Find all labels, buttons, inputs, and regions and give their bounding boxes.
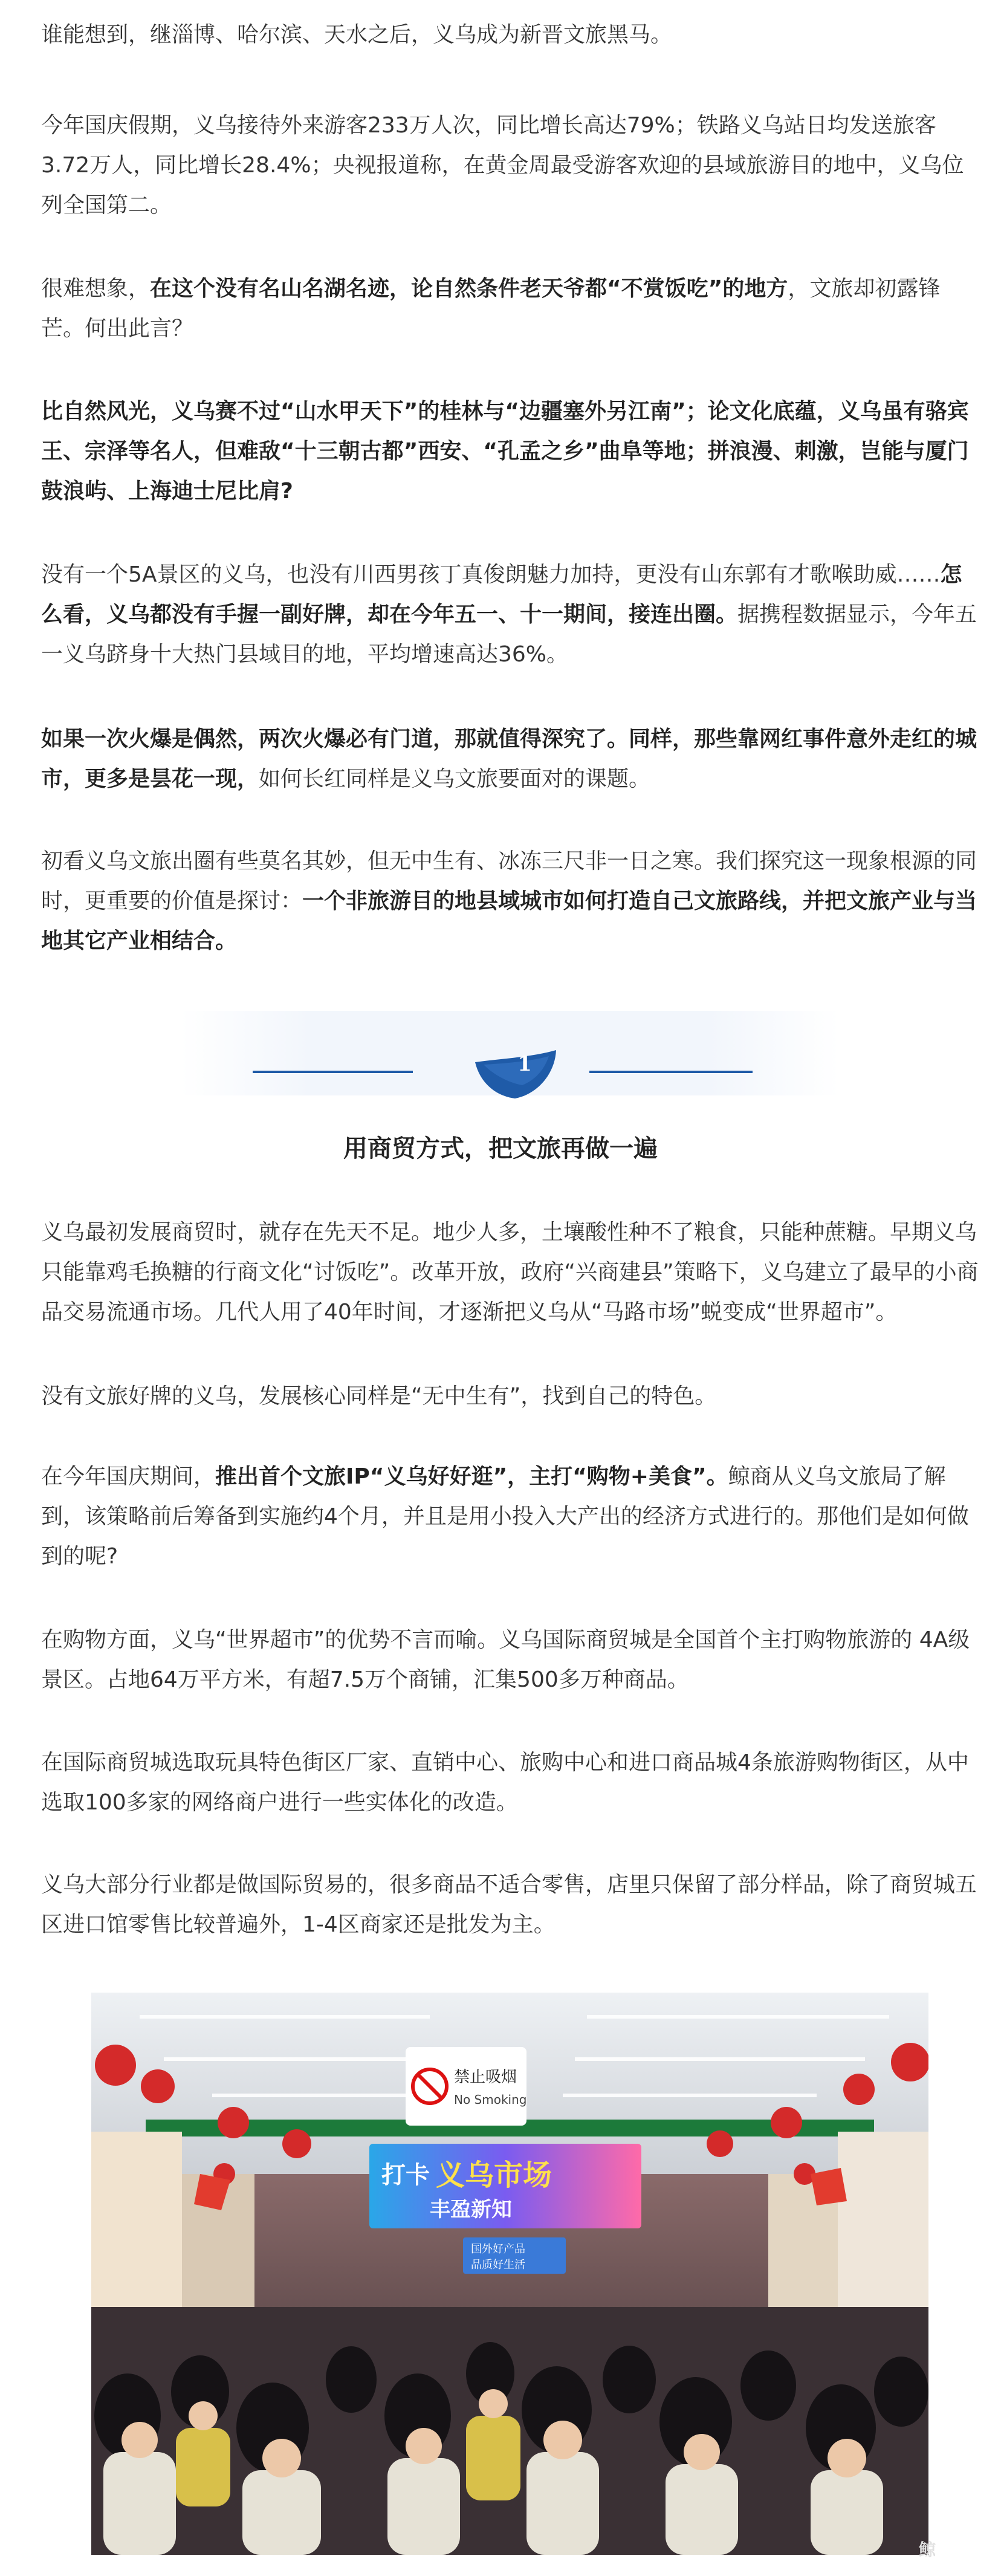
- text-segment: 在今年国庆期间，: [41, 1464, 216, 1489]
- paragraph: [41, 1620, 979, 1700]
- text-segment: 没有文旅好牌的义乌，发展核心同样是“无中生有”，找到自己的特色。: [41, 1384, 717, 1409]
- small-sign-line1: 国外好产品: [471, 2243, 525, 2256]
- text-segment: 义乌大部分行业都是做国际贸易的，很多商品不适合零售，店里只保留了部分样品，除了商贸城五区进口馆零售比较普遍外，1-4区商家还是批发为主。: [41, 1872, 977, 1937]
- paragraph: [41, 1377, 979, 1416]
- paragraph: [41, 1457, 979, 1577]
- bold-text: 一个非旅游目的地县域城市如何打造自己文旅路线，并把文旅产业与当地其它产业相结合。: [41, 889, 977, 953]
- text-segment: 义乌最初发展商贸时，就存在先天不足。地少人多，土壤酸性种不了粮食，只能种蔗糖。早期义乌只能靠鸡毛换糖的行商文化“讨饭吃”。改革开放，政府“兴商建县”策略下，义乌建立了最早的小商品交易流通市场。几代人用了40年时间，才逐渐把义乌从“马路市场”蜕变成“世界超市”。: [41, 1220, 979, 1325]
- divider-line-right: [589, 1071, 753, 1073]
- paragraph: [41, 1743, 979, 1823]
- section-divider: [180, 1011, 839, 1095]
- no-smoking-cn: 禁止吸烟: [454, 2068, 517, 2086]
- text-segment: 初看义乌文旅出圈有些莫名其妙，但无中生有、冰冻三尺非一日之寒。我们探究这一现象根源的同时，更重要的价值是探讨：: [41, 849, 977, 913]
- paragraph: [41, 842, 979, 961]
- bold-text: 如果一次火爆是偶然，两次火爆必有门道，那就值得深究了。同样，那些靠网红事件意外走红的城市，更多是昙花一现，: [41, 727, 977, 791]
- small-sign-line2: 品质好生活: [471, 2259, 525, 2271]
- paragraph: [41, 555, 979, 675]
- paragraph: [41, 269, 979, 349]
- bold-text: 比自然风光，义乌赛不过“山水甲天下”的桂林与“边疆塞外另江南”；论文化底蕴，义乌虽有骆宾王、宗泽等名人，但难敌“十三朝古都”西安、“孔孟之乡”曲阜等地；拼浪漫、刺激，岂能与厦门鼓浪屿、上海迪士尼比肩?: [41, 399, 969, 504]
- bold-text: 怎么看，义乌都没有手握一副好牌，却在今年五一、十一期间，接连出圈。: [41, 562, 962, 627]
- banner-prefix: 打卡: [381, 2161, 430, 2189]
- text-segment: 据携程数据显示，今年五一义乌跻身十大热门县域目的地，平均增速高达36%。: [41, 602, 977, 667]
- text-segment: ，文旅却初露锋芒。何出此言？: [41, 276, 941, 341]
- text-segment: 没有一个5A景区的义乌，也没有川西男孩丁真俊朗魅力加持，更没有山东郭有才歌喉助威……: [41, 562, 941, 587]
- bold-text: 在这个没有名山名湖名迹，论自然条件老天爷都“不赏饭吃”的地方: [150, 276, 788, 301]
- paragraph: [41, 15, 979, 55]
- photo-illustration: [91, 1993, 928, 2555]
- section-number: 1: [517, 1052, 532, 1076]
- paragraph: [41, 106, 979, 225]
- divider-line-left: [253, 1071, 413, 1073]
- text-segment: 很难想象，: [41, 276, 151, 301]
- text-segment: 在国际商贸城选取玩具特色街区厂家、直销中心、旅购中心和进口商品城4条旅游购物街区，从中选取100多家的网络商户进行一些实体化的改造。: [41, 1750, 969, 1815]
- text-segment: 今年国庆假期，义乌接待外来游客233万人次，同比增长高达79%；铁路义乌站日均发送旅客3.72万人，同比增长28.4%；央视报道称，在黄金周最受游客欢迎的县域旅游目的地中，义乌位列全国第二。: [41, 113, 964, 218]
- paragraph: [41, 392, 979, 511]
- text-segment: 如何长红同样是义乌文旅要面对的课题。: [259, 767, 651, 791]
- text-segment: 鲸商从义乌文旅局了解到，该策略前后筹备到实施约4个月，并且是用小投入大产出的经济方式进行的。那他们是如何做到的呢?: [41, 1464, 969, 1569]
- bold-text: 推出首个文旅IP“义乌好好逛”，主打“购物+美食”。: [215, 1464, 728, 1489]
- banner-highlight: 义乌市场: [436, 2158, 552, 2192]
- text-segment: 在购物方面，义乌“世界超市”的优势不言而喻。义乌国际商贸城是全国首个主打购物旅游的 4A级景区。占地64万平方米，有超7.5万个商铺，汇集500多万种商品。: [41, 1627, 970, 1692]
- no-smoking-en: No Smoking: [454, 2092, 527, 2107]
- market-crowd-photo: [91, 1993, 928, 2555]
- paragraph: [41, 1213, 979, 1332]
- watermark: 鲸: [919, 2540, 936, 2560]
- paragraph: [41, 719, 979, 799]
- text-segment: 谁能想到，继淄博、哈尔滨、天水之后，义乌成为新晋文旅黑马。: [41, 22, 673, 47]
- paragraph: [41, 1865, 979, 1945]
- section-title: 用商贸方式，把文旅再做一遍: [343, 1135, 658, 1163]
- banner-sub: 丰盈新知: [430, 2198, 512, 2222]
